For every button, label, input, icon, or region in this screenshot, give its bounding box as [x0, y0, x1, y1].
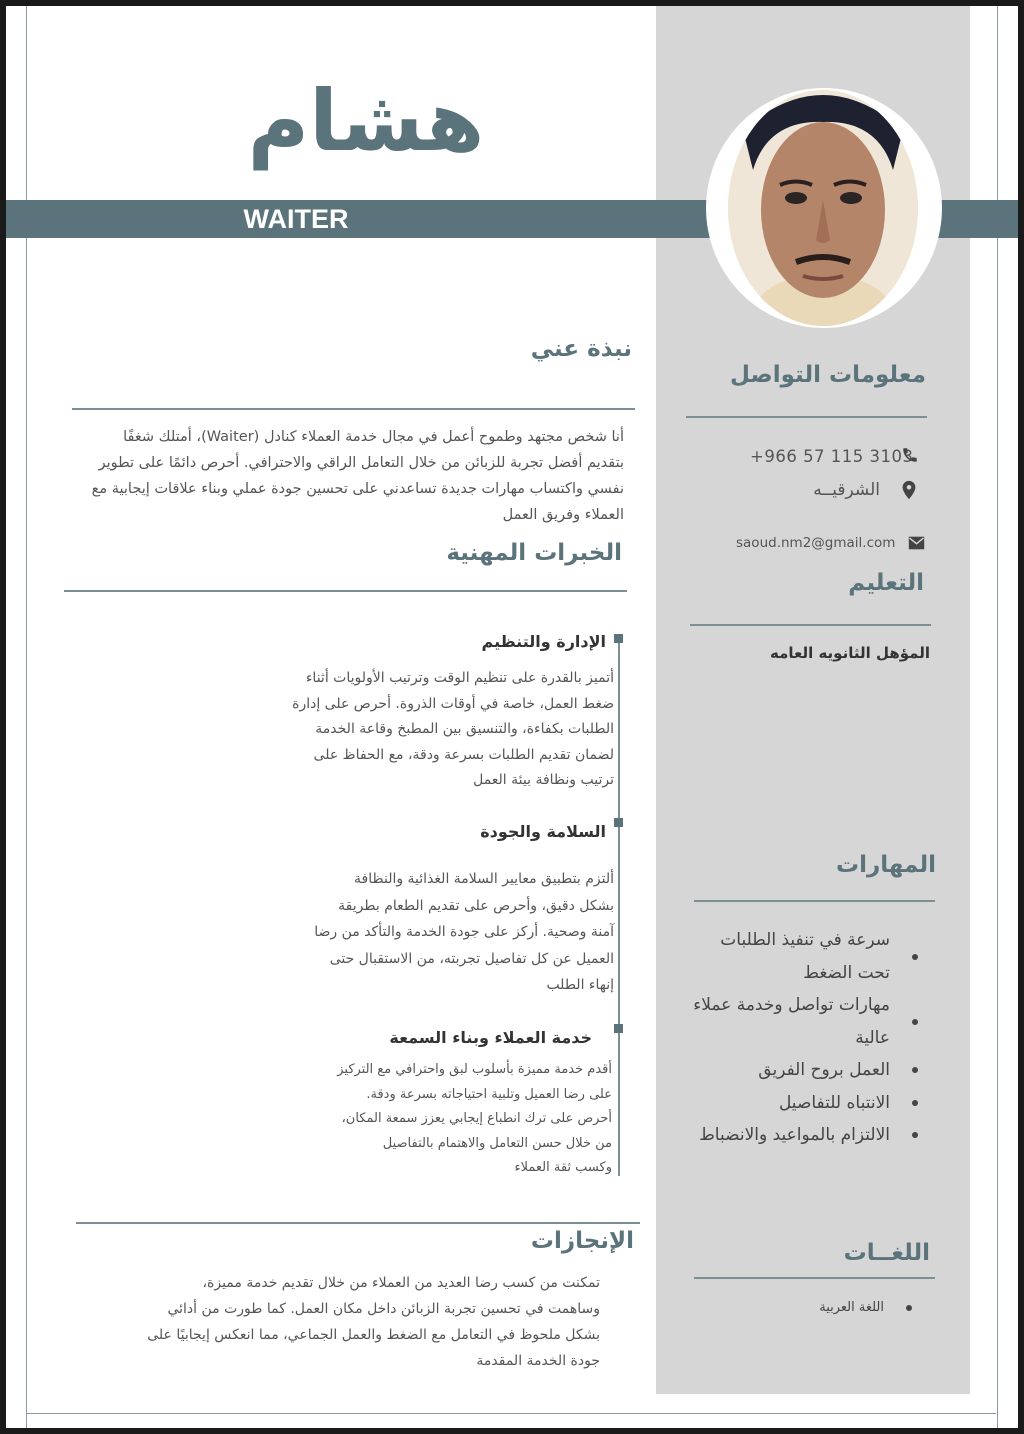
bottom-border	[26, 1413, 996, 1414]
experience-rule	[64, 590, 627, 592]
skill-text: الالتزام بالمواعيد والانضباط	[699, 1125, 890, 1145]
skills-heading: المهارات	[836, 852, 936, 878]
education-rule	[690, 624, 931, 626]
experience-line: آمنة وصحية. أركز على جودة الخدمة والتأكد من رضا	[314, 924, 614, 940]
skill-text: مهارات تواصل وخدمة عملاء عالية	[693, 995, 890, 1048]
phone-row	[746, 446, 926, 470]
education-degree: المؤهل الثانويه العامه	[769, 644, 930, 662]
contact-rule	[686, 416, 927, 418]
person-name: هشام	[247, 72, 485, 170]
language-text: اللغة العربية	[819, 1300, 884, 1315]
achievements-heading: الإنجازات	[530, 1228, 634, 1254]
languages-rule	[694, 1277, 935, 1279]
achievements-rule	[76, 1222, 640, 1224]
skill-item	[692, 989, 922, 1054]
skill-item	[692, 1119, 922, 1152]
achievements-line: بشكل ملحوظ في التعامل مع الضغط والعمل الجماعي، مما انعكس إيجابيًا على	[147, 1327, 600, 1343]
envelope-icon	[908, 536, 925, 550]
timeline-marker	[614, 818, 623, 827]
experience-line: وكسب ثقة العملاء	[514, 1160, 612, 1175]
email-address: saoud.nm2@gmail.com	[736, 535, 896, 551]
education-heading: التعليم	[848, 570, 924, 596]
language-item	[766, 1296, 916, 1320]
experience-timeline	[618, 636, 620, 1176]
experience-line: على رضا العميل وتلبية احتياجاته بسرعة ودقة.	[366, 1086, 612, 1102]
experience-line: لضمان تقديم الطلبات بسرعة ودقة، مع الحفاظ على	[313, 746, 614, 763]
experience-line: ترتيب ونظافة بيئة العمل	[473, 772, 614, 788]
phone-icon	[901, 446, 919, 464]
skill-text: الانتباه للتفاصيل	[778, 1092, 890, 1113]
experience-line: ضغط العمل، خاصة في أوقات الذروة. أحرص على إدارة	[292, 695, 614, 712]
location-pin-icon	[898, 478, 920, 502]
skill-text: سرعة في تنفيذ الطلبات تحت الضغط	[720, 930, 890, 983]
achievements-line: تمكنت من كسب رضا العديد من العملاء من خلال تقديم خدمة مميزة،	[202, 1275, 600, 1291]
job-title: WAITER	[243, 204, 349, 234]
timeline-marker	[614, 1024, 623, 1033]
skill-item	[692, 1054, 922, 1087]
skills-list	[692, 924, 922, 1152]
about-line: بتقديم أفضل تجربة للزبائن من خلال التعامل الراقي والاحترافي. أحرص دائمًا على تطوير	[98, 455, 624, 471]
experience-line: إنهاء الطلب	[546, 977, 614, 993]
languages-list	[766, 1296, 916, 1320]
about-line: نفسي واكتساب مهارات جديدة تساعدني على تحسين جودة عملي وبناء علاقات إيجابية مع	[91, 481, 624, 497]
languages-heading: اللغــات	[843, 1240, 930, 1266]
location-text: الشرقيــه	[813, 480, 880, 500]
experience-line: الطلبات بكفاءة، والتنسيق بين المطبخ وقاعة الخدمة	[315, 721, 614, 737]
timeline-marker	[614, 634, 623, 643]
experience-heading: الخبرات المهنية	[446, 540, 622, 566]
location-row	[766, 478, 926, 506]
achievements-line: وساهمت في تحسين تجربة الزبائن داخل مكان العمل. كما طورت من أدائي	[167, 1301, 600, 1317]
experience-line: أقدم خدمة مميزة بأسلوب لبق واحترافي مع التركيز	[337, 1062, 612, 1077]
achievements-line: جودة الخدمة المقدمة	[476, 1353, 600, 1369]
about-heading: نبذة عني	[530, 336, 632, 362]
experience-item-text	[256, 666, 614, 794]
about-line: أنا شخص مجتهد وطموح أعمل في مجال خدمة العملاء كنادل (Waiter)، أمتلك شغفًا	[123, 429, 624, 445]
experience-line: أتميز بالقدرة على تنظيم الوقت وترتيب الأولويات أثناء	[305, 670, 614, 686]
about-rule	[72, 408, 635, 410]
experience-line: العميل عن كل تفاصيل تجربته، من الاستقبال حتى	[329, 950, 614, 967]
skill-text: العمل بروح الفريق	[758, 1060, 890, 1080]
contact-heading: معلومات التواصل	[730, 362, 926, 388]
skill-item	[692, 924, 922, 989]
experience-line: بشكل دقيق، وأحرص على تقديم الطعام بطريقة	[338, 897, 614, 914]
about-text	[56, 424, 624, 528]
experience-item-title: السلامة والجودة	[480, 822, 606, 841]
experience-line: أحرص على ترك انطباع إيجابي يعزز سمعة المكان،	[341, 1111, 612, 1126]
experience-item-text	[276, 1058, 612, 1181]
email-row	[730, 534, 930, 554]
experience-item-text	[256, 866, 614, 999]
about-line: العملاء وفريق العمل	[502, 507, 624, 523]
experience-line: ألتزم بتطبيق معايير السلامة الغذائية والنظافة	[354, 871, 614, 887]
experience-item-title: خدمة العملاء وبناء السمعة	[389, 1028, 592, 1047]
achievements-text	[96, 1270, 600, 1374]
experience-line: من خلال حسن التعامل والاهتمام بالتفاصيل	[382, 1135, 612, 1151]
profile-photo	[728, 90, 918, 326]
phone-number: +966 57 115 3103	[750, 447, 914, 466]
resume-page	[6, 6, 1018, 1428]
skills-rule	[694, 900, 935, 902]
experience-item-title: الإدارة والتنظيم	[481, 632, 606, 651]
skill-item	[692, 1087, 922, 1120]
